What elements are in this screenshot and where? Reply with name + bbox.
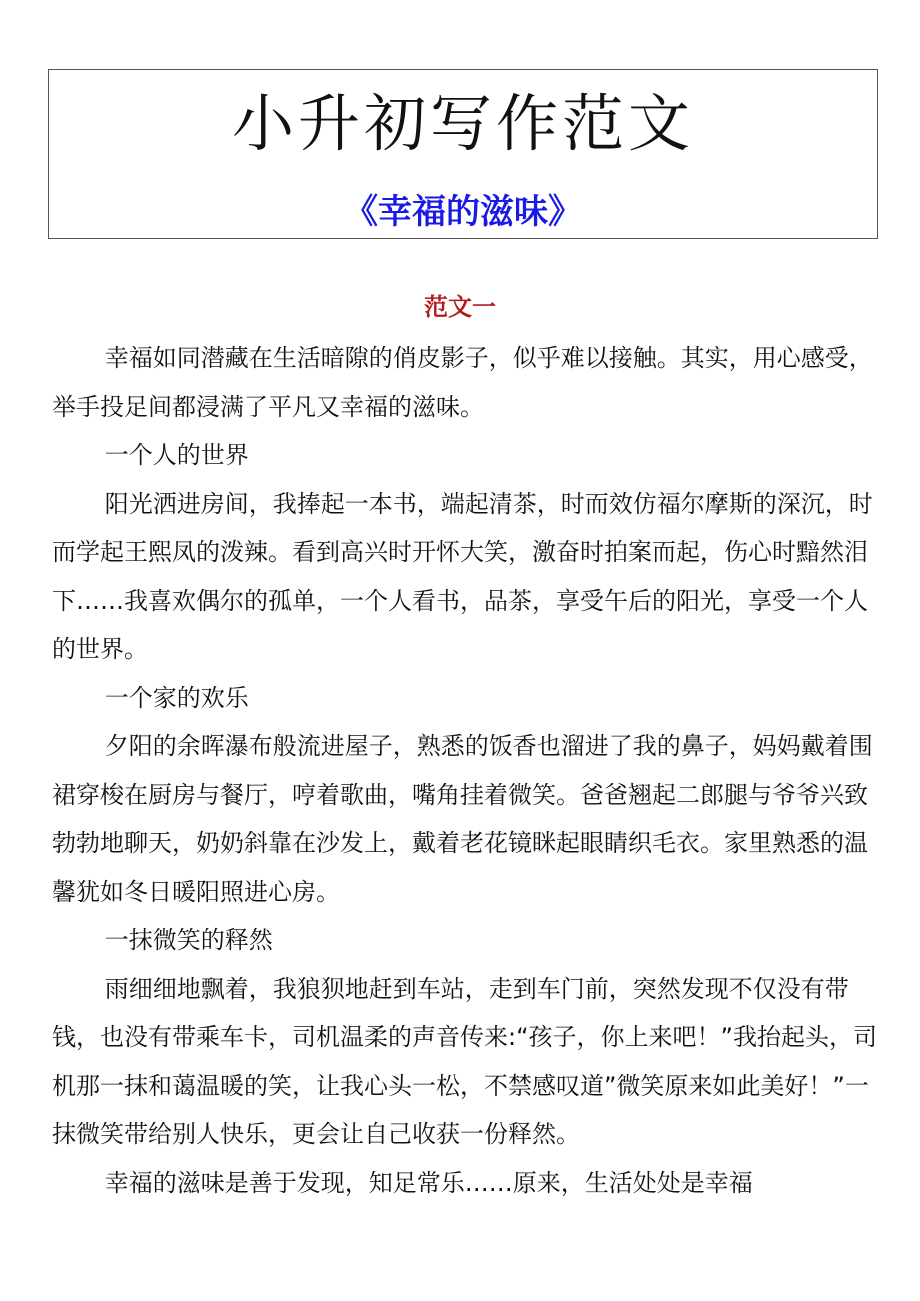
- essay-subtitle: 《幸福的滋味》: [344, 192, 582, 232]
- paragraph-alone: 阳光洒进房间，我捧起一本书，端起清茶，时而效仿福尔摩斯的深沉，时而学起王熙凤的泼辣。看到高兴时开怀大笑，激奋时拍案而起，伤心时黯然泪下……我喜欢偶尔的孤单，一个人看书，品茶，享受午后的阳光，享受一个人的世界。: [52, 489, 873, 663]
- paragraph-smile: 雨细细地飘着，我狼狈地赶到车站，走到车门前，突然发现不仅没有带钱，也没有带乘车卡，司机温柔的声音传来:“孩子，你上来吧！”我抬起头，司机那一抹和蔼温暖的笑，让我心头一松，不禁感叹道”微笑原来如此美好！”一抹微笑带给别人快乐，更会让自己收获一份释然。: [52, 974, 877, 1148]
- subheading-smile: 一抹微笑的释然: [104, 926, 273, 954]
- paragraph-family: 夕阳的余晖瀑布般流进屋子，熟悉的饭香也溜进了我的鼻子，妈妈戴着围裙穿梭在厨房与餐厅，哼着歌曲，嘴角挂着微笑。爸爸翘起二郎腿与爷爷兴致勃勃地聊天，奶奶斜靠在沙发上，戴着老花镜眯起眼睛织毛衣。家里熟悉的温馨犹如冬日暖阳照进心房。: [52, 732, 873, 906]
- title-box: [48, 69, 878, 239]
- paragraph-intro: 幸福如同潜藏在生活暗隙的俏皮影子，似乎难以接触。其实，用心感受，举手投足间都浸满了平凡又幸福的滋味。: [52, 344, 873, 421]
- page-title: 小升初写作范文: [231, 87, 694, 160]
- section-title: 范文一: [424, 293, 496, 321]
- essay-body: [52, 334, 884, 1207]
- paragraph-conclusion: 幸福的滋味是善于发现，知足常乐……原来，生活处处是幸福: [104, 1168, 753, 1197]
- subheading-family: 一个家的欢乐: [104, 683, 249, 712]
- subheading-alone: 一个人的世界: [104, 441, 249, 469]
